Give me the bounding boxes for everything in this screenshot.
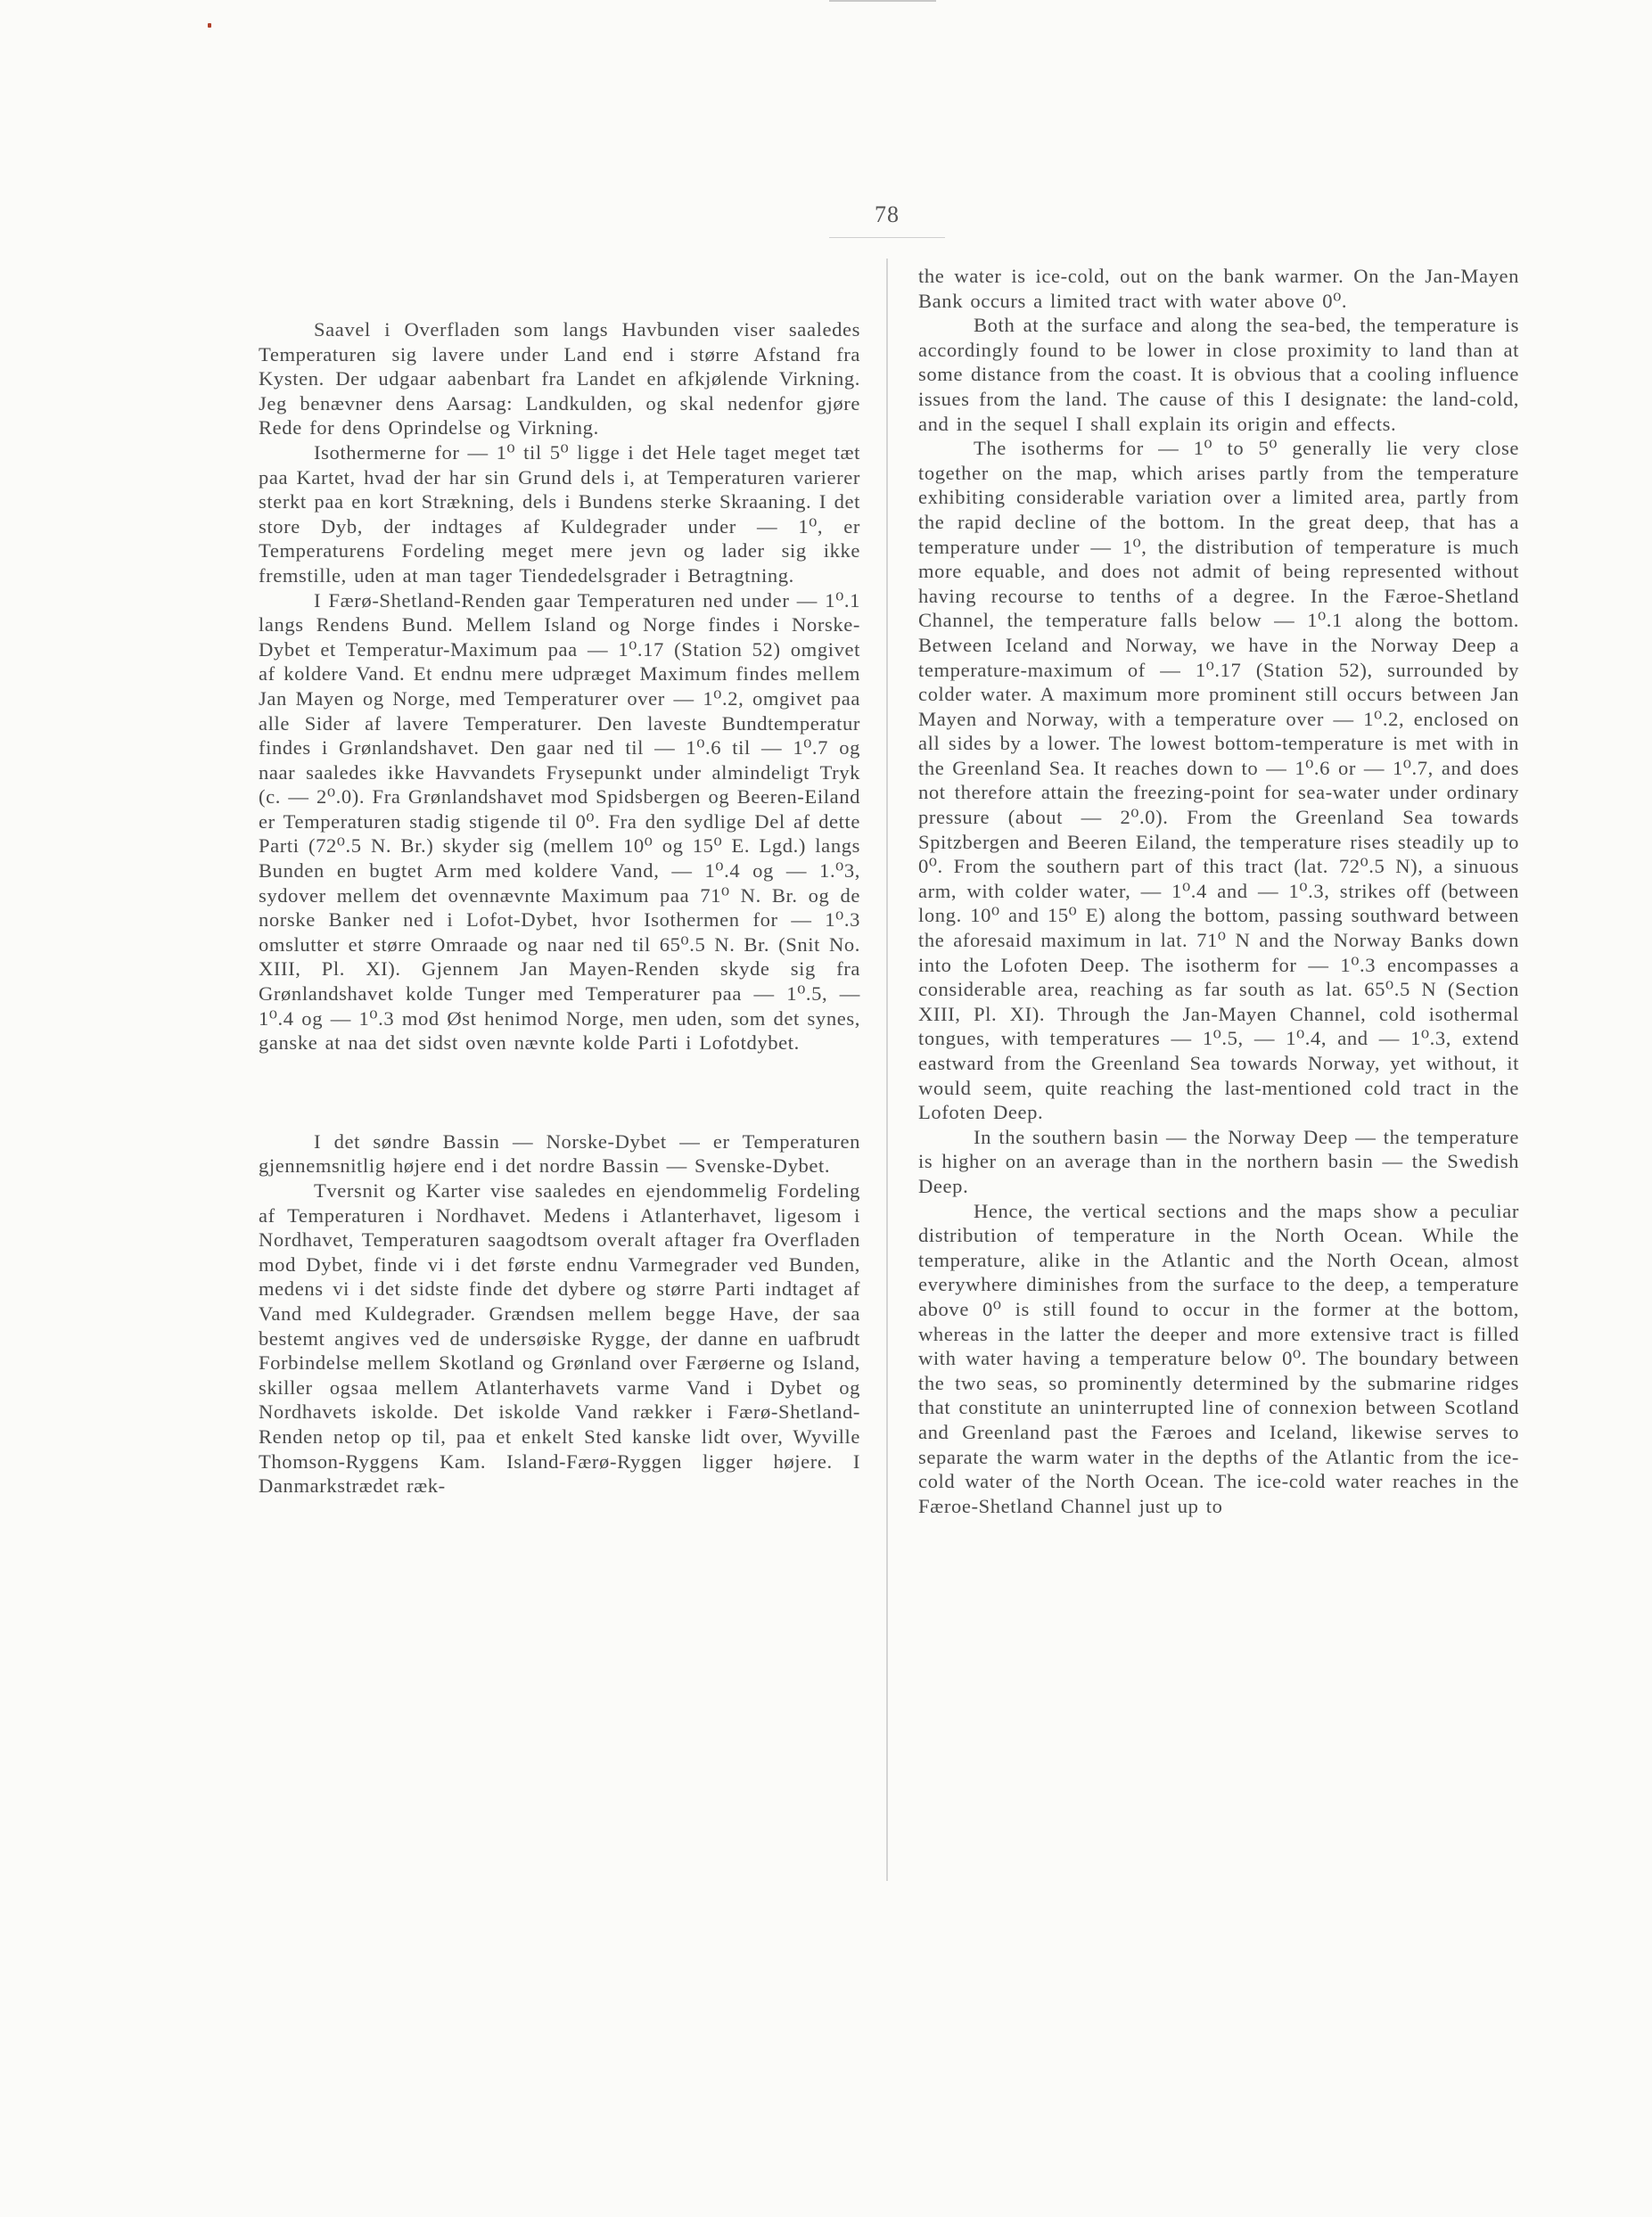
right-paragraph: Both at the surface and along the sea-bed, the temperature is accordingly found to be lower in close proximity to land than at some distance from the coast. It is obvious that a cooling influence issues from the land. The cause of this I designate: the land-cold, and in the sequel I shall explain its origin and effects. [918, 314, 1519, 435]
page-number-rule [829, 237, 945, 238]
right-column-english-text [918, 264, 1519, 1518]
left-paragraph: Tversnit og Karter vise saaledes en ejendommelig Fordeling af Temperaturen i Nordhavet. Medens i Atlanterhavet, ligesom i Nordhavet, Temperaturen saagodtsom overalt aftager fra Overfladen mod Dybet, finde vi i det første endnu Varmegrader ved Bunden, medens vi i det sidste finde det dybere og større Parti indtaget af Vand med Kuldegrader. Grændsen mellem begge Have, der saa bestemt angives ved de undersøiske Rygge, der danne en uafbrudt Forbindelse mellem Skotland og Grønland over Færøerne og Island, skiller ogsaa mellem Atlanterhavets varme Vand i Dybet og Nordhavets iskolde. Det iskolde Vand rækker i Færø-Shetland-Renden netop op til, paa et enkelt Sted kanske lidt over, Wyville Thomson-Ryggens Kam. Island-Færø-Ryggen ligger højere. I Danmarkstrædet ræk- [259, 1179, 860, 1498]
left-paragraph: Saavel i Overfladen som langs Havbunden viser saaledes Temperaturen sig lavere under Land end i større Afstand fra Kysten. Der udgaar aabenbart fra Landet en afkjølende Virkning. Jeg benævner dens Aarsag: Landkulden, og skal nedenfor gjøre Rede for dens Oprindelse og Virkning. [259, 318, 860, 439]
top-edge-mark [829, 0, 936, 2]
right-paragraph: In the southern basin — the Norway Deep — the temperature is higher on an average than in the northern basin — the Swedish Deep. [918, 1125, 1519, 1197]
left-paragraph: I Færø-Shetland-Renden gaar Temperaturen ned under — 1⁰.1 langs Rendens Bund. Mellem Island og Norge findes i Norske-Dybet et Temperatur-Maximum paa — 1⁰.17 (Station 52) omgivet af koldere Vand. Et endnu mere udpræget Maximum findes mellem Jan Mayen og Norge, med Temperaturer over — 1⁰.2, omgivet paa alle Sider af lavere Temperaturer. Den laveste Bundtemperatur findes i Grønlandshavet. Den gaar ned til — 1⁰.6 til — 1⁰.7 og naar saaledes ikke Havvandets Frysepunkt under almindeligt Tryk (c. — 2⁰.0). Fra Grønlandshavet mod Spidsbergen og Beeren-Eiland er Temperaturen stadig stigende til 0⁰. Fra den sydlige Del af dette Parti (72⁰.5 N. Br.) skyder sig (mellem 10⁰ og 15⁰ E. Lgd.) langs Bunden en bugtet Arm med koldere Vand, — 1⁰.4 og — 1.⁰3, sydover mellem det ovennævnte Maximum paa 71⁰ N. Br. og de norske Banker ned i Lofot-Dybet, hvor Isothermen for — 1⁰.3 omslutter et større Omraade og naar ned til 65⁰.5 N. Br. (Snit No. XIII, Pl. XI). Gjennem Jan Mayen-Renden skyde sig fra Grønlandshavet kolde Tunger med Temperaturer paa — 1⁰.5, — 1⁰.4 og — 1⁰.3 mod Øst henimod Norge, men uden, som det synes, ganske at naa det sidst oven nævnte kolde Parti i Lofotdybet. [259, 588, 860, 1055]
right-paragraph: Hence, the vertical sections and the maps show a peculiar distribution of temperature in the North Ocean. While the temperature, alike in the Atlantic and the North Ocean, almost everywhere diminishes from the surface to the deep, a temperature above 0⁰ is still found to occur in the former at the bottom, whereas in the latter the deeper and more extensive tract is filled with water having a temperature below 0⁰. The boundary between the two seas, so prominently determined by the submarine ridges that constitute an uninterrupted line of connexion between Scotland and Greenland past the Færoes and Iceland, likewise serves to separate the warm water in the depths of the Atlantic from the ice-cold water of the North Ocean. The ice-cold water reaches in the Færoe-Shetland Channel just up to [918, 1199, 1519, 1517]
left-paragraph: Isothermerne for — 1⁰ til 5⁰ ligge i det Hele taget meget tæt paa Kartet, hvad der har sin Grund dels i, at Temperaturen varierer sterkt paa en kort Strækning, dels i Bundens sterke Skraaning. I det store Dyb, der indtages af Kuldegrader under — 1⁰, er Temperaturens Fordeling meget mere jevn og lader sig ikke fremstille, uden at man tager Tiendedelsgrader i Betragtning. [259, 440, 860, 587]
left-paragraph: I det søndre Bassin — Norske-Dybet — er Temperaturen gjennemsnitlig højere end i det nordre Bassin — Svenske-Dybet. [259, 1129, 860, 1178]
left-column-norwegian-text [259, 317, 860, 1499]
right-paragraph: the water is ice-cold, out on the bank warmer. On the Jan-Mayen Bank occurs a limited tract with water above 0⁰. [918, 265, 1519, 312]
page-number: 78 [875, 201, 900, 227]
column-divider [886, 259, 888, 1881]
right-paragraph: The isotherms for — 1⁰ to 5⁰ generally lie very close together on the map, which arises partly from the temperature exhibiting considerable variation over a limited area, partly from the rapid decline of the bottom. In the great deep, that has a temperature under — 1⁰, the distribution of temperature is much more equable, and does not admit of being represented without having recourse to tenths of a degree. In the Færoe-Shetland Channel, the temperature falls below — 1⁰.1 along the bottom. Between Iceland and Norway, we have in the Norway Deep a temperature-maximum of — 1⁰.17 (Station 52), surrounded by colder water. A maximum more prominent still occurs between Jan Mayen and Norway, with a temperature over — 1⁰.2, enclosed on all sides by a lower. The lowest bottom-temperature is met with in the Greenland Sea. It reaches down to — 1⁰.6 or — 1⁰.7, and does not therefore attain the freezing-point for sea-water under ordinary pressure (about — 2⁰.0). From the Greenland Sea towards Spitzbergen and Beeren Eiland, the temperature rises steadily up to 0⁰. From the southern part of this tract (lat. 72⁰.5 N), a sinuous arm, with colder water, — 1⁰.4 and — 1⁰.3, strikes off (between long. 10⁰ and 15⁰ E) along the bottom, passing southward between the aforesaid maximum in lat. 71⁰ N and the Norway Banks down into the Lofoten Deep. The isotherm for — 1⁰.3 encompasses a considerable area, reaching as far south as lat. 65⁰.5 N (Section XIII, Pl. XI). Through the Jan-Mayen Channel, cold isothermal tongues, with temperatures — 1⁰.5, — 1⁰.4, and — 1⁰.3, extend eastward from the Greenland Sea towards Norway, yet without, it would seem, quite reaching the last-mentioned cold tract in the Lofoten Deep. [918, 437, 1519, 1124]
corner-ink-dot [208, 23, 211, 28]
